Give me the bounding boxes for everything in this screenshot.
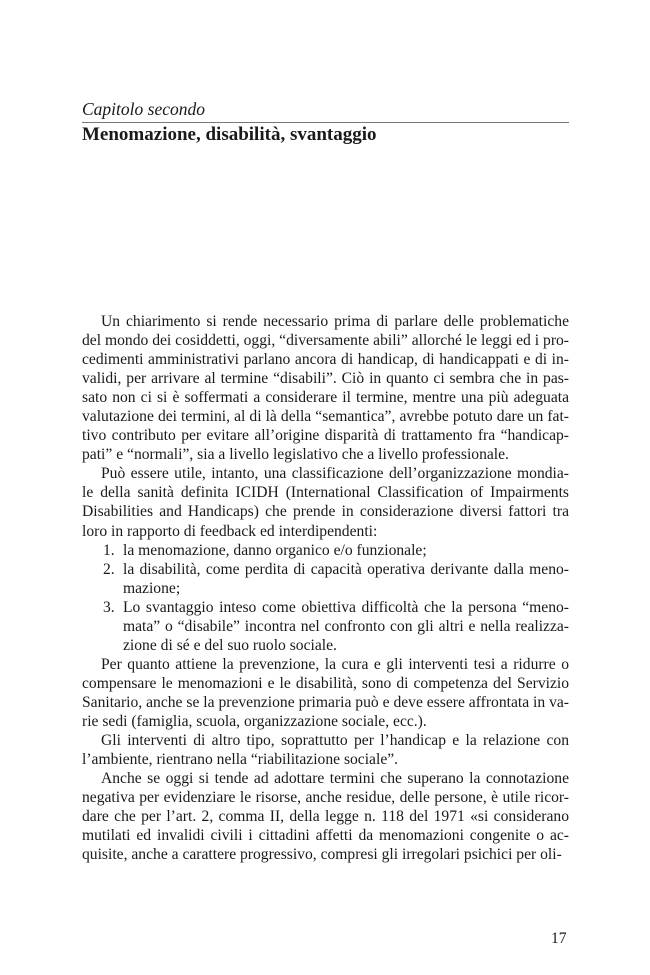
text-line: le della sanità definita ICIDH (International Classification of Impairments <box>82 484 569 502</box>
text-line: dare che per l’art. 2, comma II, della legge n. 118 del 1971 «si considerano <box>82 808 569 826</box>
heading-rule <box>82 122 569 123</box>
list-number: 2. <box>103 560 115 578</box>
text-line: Può essere utile, intanto, una classificazione dell’organizzazione mondia- <box>101 465 569 483</box>
text-line: cedimenti amministrativi parlano ancora di handicap, di handicappati e di in- <box>82 351 569 369</box>
text-line: Anche se oggi si tende ad adottare termini che superano la connotazione <box>101 770 569 788</box>
text-line: mata” o “disabile” incontra nel confronto con gli altri e nella realizza- <box>123 617 569 635</box>
text-line: negativa per evidenziare le risorse, anche residue, delle persone, è utile ricor- <box>82 789 569 807</box>
text-line: validi, per arrivare al termine “disabili”. Ciò in quanto ci sembra che in pas- <box>82 370 569 388</box>
paragraph <box>82 655 569 731</box>
list-number: 3. <box>103 598 115 616</box>
text-line: rie sedi (famiglia, scuola, organizzazione sociale, ecc.). <box>82 712 427 730</box>
paragraph <box>82 464 569 540</box>
text-line: Sanitario, anche se la prevenzione primaria può e deve essere affrontata in va- <box>82 693 569 711</box>
text-line: l’ambiente, rientrano nella “riabilitazione sociale”. <box>82 751 399 769</box>
text-line: la menomazione, danno organico e/o funzionale; <box>123 541 427 559</box>
text-line: Per quanto attiene la prevenzione, la cura e gli interventi tesi a ridurre o <box>101 655 569 673</box>
text-line: tivo contributo per evitare all’origine disparità di trattamento fra “handicap- <box>82 427 569 445</box>
list-item <box>82 560 569 598</box>
list-item <box>82 541 569 560</box>
text-line: quisite, anche a carattere progressivo, compresi gli irregolari psichici per oli- <box>82 846 562 864</box>
paragraph <box>82 769 569 864</box>
paragraph <box>82 731 569 769</box>
body-text <box>82 312 569 864</box>
text-line: Gli interventi di altro tipo, soprattutto per l’handicap e la relazione con <box>101 732 569 750</box>
text-line: zione di sé e del suo ruolo sociale. <box>123 636 337 654</box>
text-line: Un chiarimento si rende necessario prima di parlare delle problematiche <box>101 313 569 330</box>
paragraph <box>82 312 569 464</box>
list-item <box>82 598 569 655</box>
text-line: la disabilità, come perdita di capacità operativa derivante dalla meno- <box>123 560 569 578</box>
chapter-label: Capitolo secondo <box>82 99 205 119</box>
text-line: sato non ci si è soffermati a considerare il termine, mentre una più adeguata <box>82 389 569 407</box>
page-number: 17 <box>551 930 567 947</box>
text-line: Lo svantaggio inteso come obiettiva difficoltà che la persona “meno- <box>123 598 569 616</box>
text-line: mazione; <box>123 579 181 597</box>
text-line: del mondo dei cosiddetti, oggi, “diversamente abili” allorché le leggi ed i pro- <box>82 332 569 350</box>
list-number: 1. <box>103 541 115 559</box>
chapter-title: Menomazione, disabilità, svantaggio <box>82 124 377 145</box>
text-line: mutilati ed invalidi civili i cittadini affetti da menomazioni congenite o ac- <box>82 827 569 845</box>
text-line: pati” e “normali”, sia a livello legislativo che a livello professionale. <box>82 446 509 464</box>
text-line: compensare le menomazioni e le disabilità, sono di competenza del Servizio <box>82 674 569 692</box>
text-line: Disabilities and Handicaps) che prende in considerazione diversi fattori tra <box>82 503 569 521</box>
text-line: loro in rapporto di feedback ed interdipendenti: <box>82 522 378 540</box>
text-line: valutazione dei termini, al di là della “semantica”, avrebbe potuto dare un fat- <box>82 408 569 426</box>
